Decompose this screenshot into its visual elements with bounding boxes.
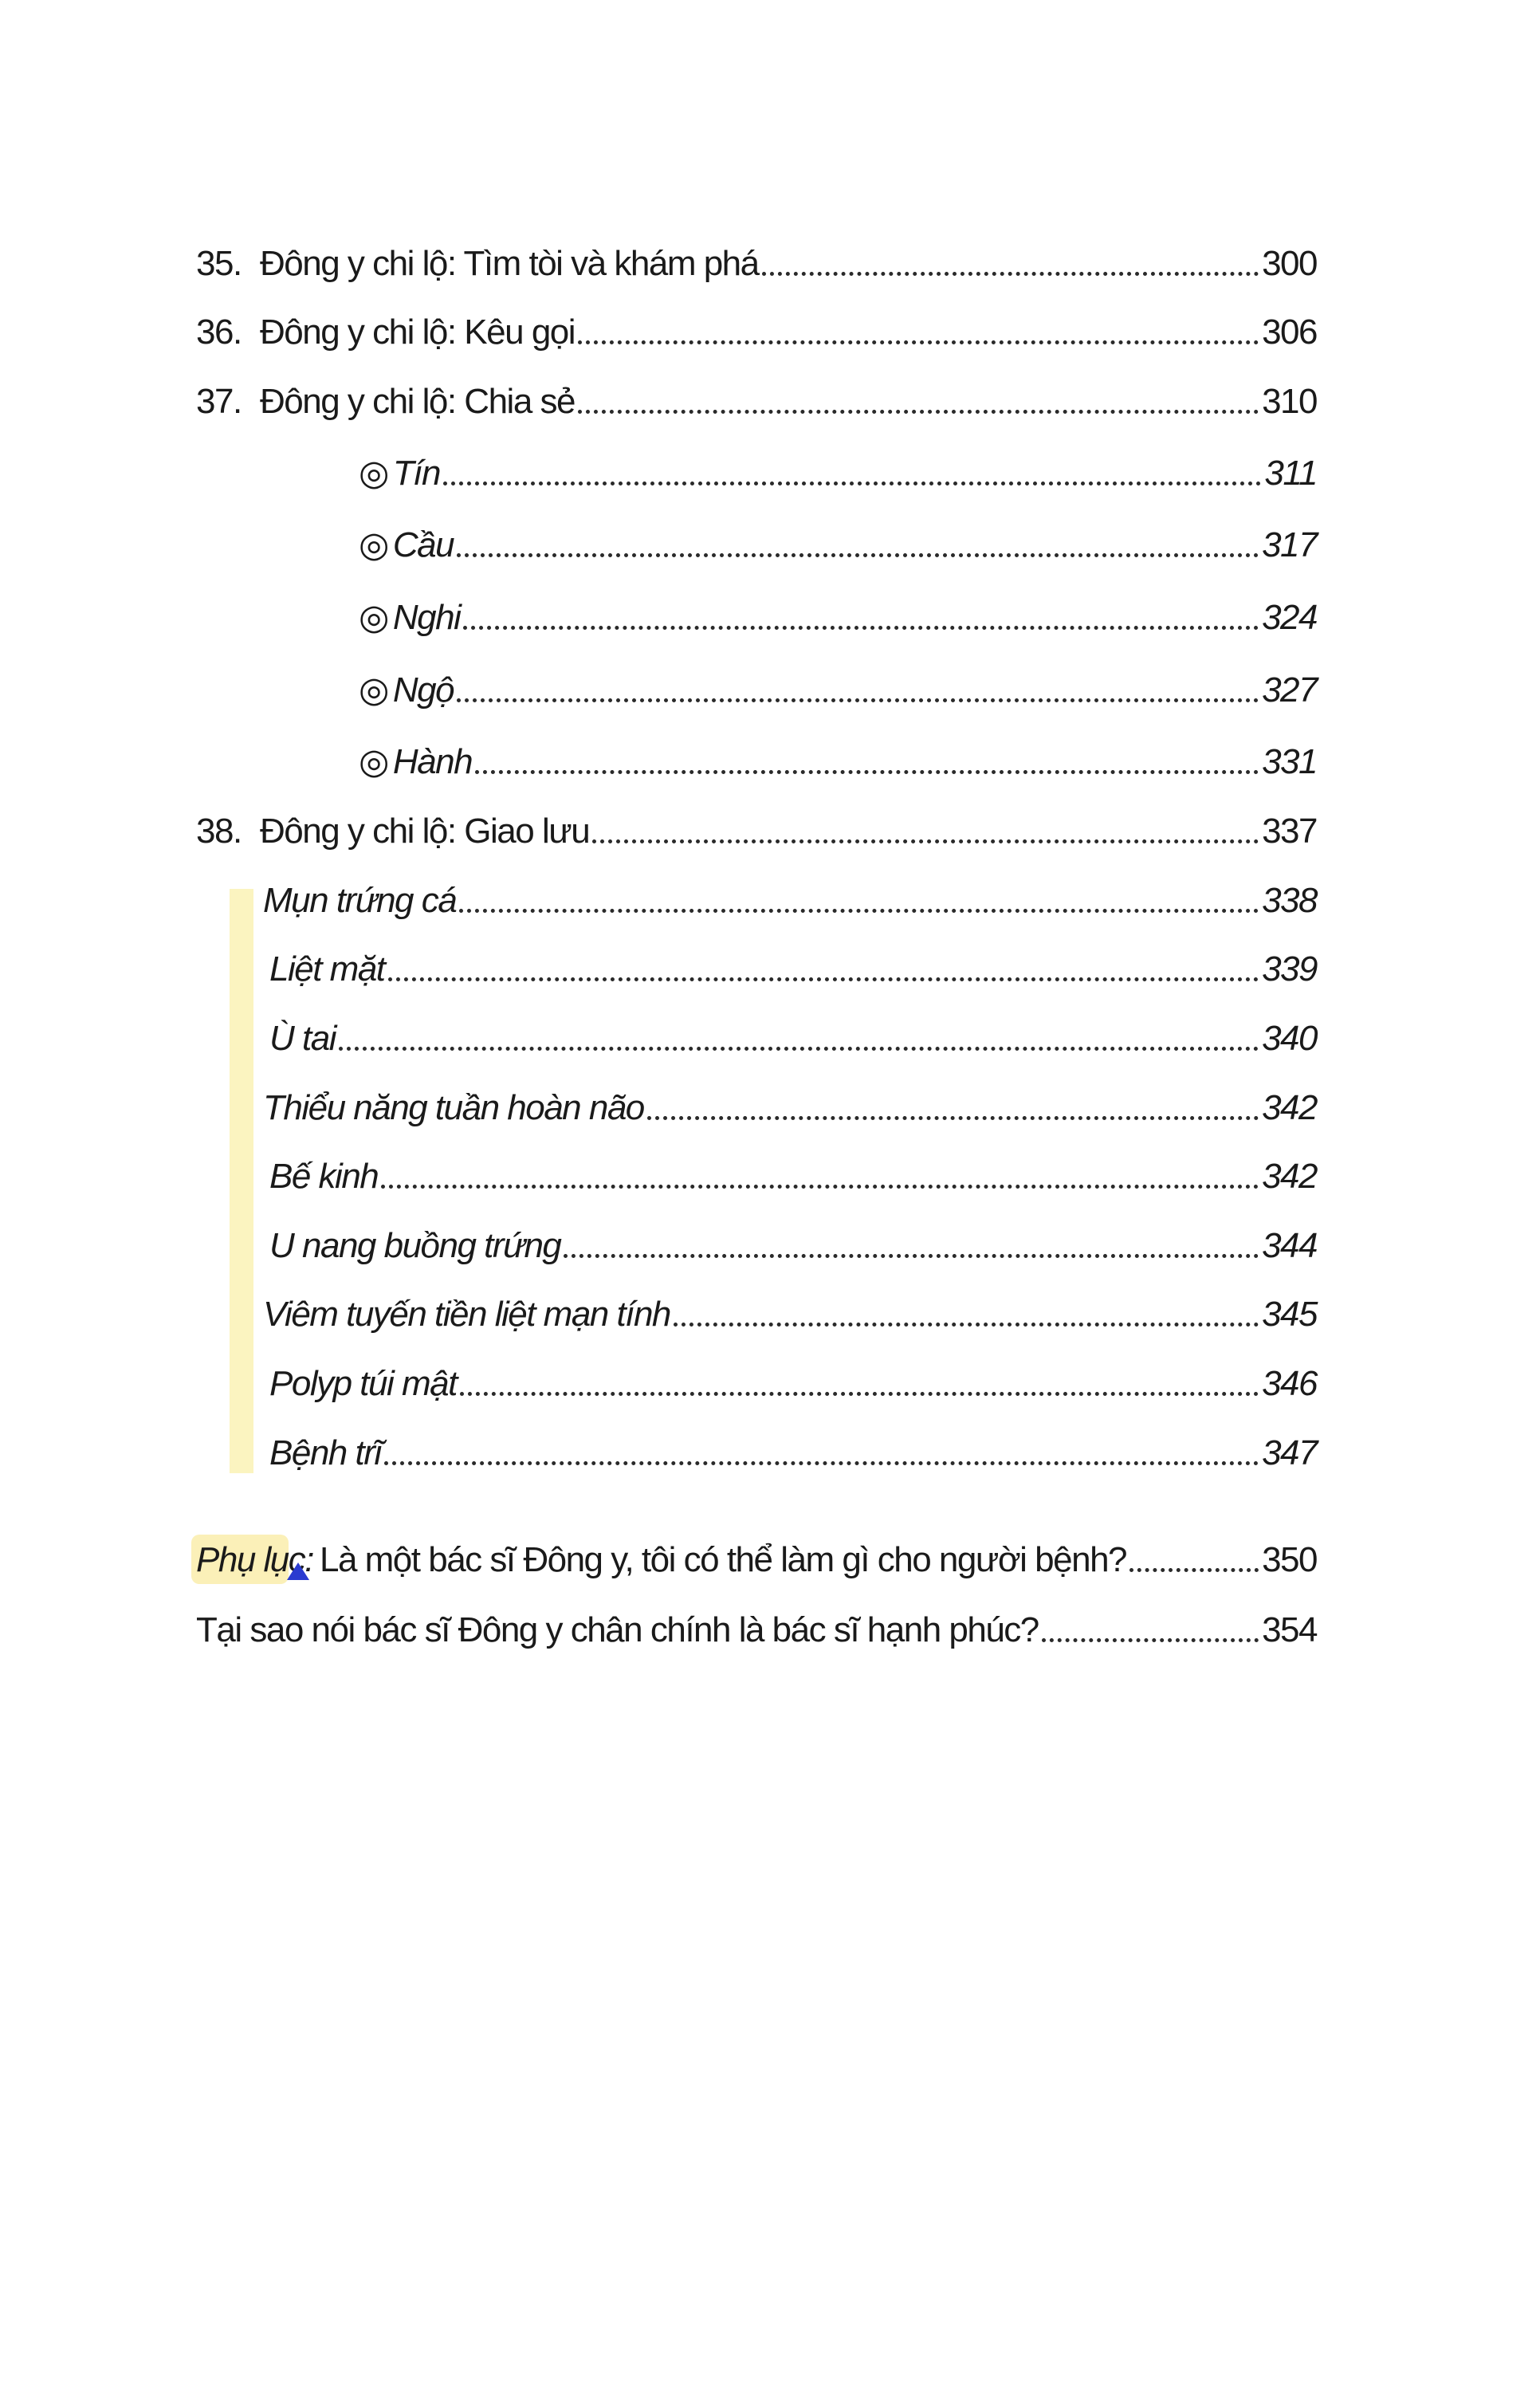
page-number: 300	[1262, 244, 1317, 283]
illness-title: Thiểu năng tuần hoàn não	[263, 1088, 644, 1127]
page-number: 324	[1262, 598, 1317, 637]
double-circle-icon: ◎	[359, 525, 388, 564]
page-number: 311	[1264, 454, 1317, 493]
toc-illness-entry[interactable]	[269, 1362, 1317, 1406]
leader-dots	[443, 482, 1261, 485]
toc-subsection-hanh[interactable]	[359, 740, 1317, 784]
leader-dots	[463, 626, 1259, 630]
chapter-number: 38.	[196, 812, 242, 851]
page-number: 317	[1262, 525, 1317, 564]
leader-dots	[475, 770, 1259, 774]
highlight-bar	[230, 889, 253, 1473]
chapter-number: 37.	[196, 382, 242, 421]
final-title: Tại sao nói bác sĩ Đông y chân chính là bác sĩ hạnh phúc?	[196, 1610, 1039, 1649]
chapter-title: Đông y chi lộ: Chia sẻ	[260, 382, 575, 421]
toc-subsection-tin[interactable]	[359, 451, 1317, 496]
page-number: 340	[1262, 1019, 1317, 1058]
subsection-title: Hành	[392, 742, 473, 781]
leader-dots	[762, 272, 1259, 276]
double-circle-icon: ◎	[359, 598, 388, 637]
leader-dots	[460, 1392, 1259, 1396]
double-circle-icon: ◎	[359, 670, 388, 710]
toc-illness-entry[interactable]	[269, 947, 1317, 992]
leader-dots	[578, 410, 1259, 414]
page-number: 338	[1262, 881, 1317, 920]
text-cursor-icon	[287, 1562, 309, 1580]
illness-title: Mụn trứng cá	[263, 881, 457, 920]
illness-title: Viêm tuyến tiền liệt mạn tính	[263, 1295, 670, 1334]
chapter-title: Đông y chi lộ: Tìm tòi và khám phá	[260, 244, 759, 283]
page-number: 342	[1262, 1088, 1317, 1127]
chapter-title: Đông y chi lộ: Giao lưu	[260, 812, 590, 851]
subsection-title: Tín	[392, 454, 440, 493]
page-number: 327	[1262, 670, 1317, 710]
leader-dots	[674, 1323, 1259, 1327]
subsection-title: Nghi	[392, 598, 461, 637]
subsection-title: Cầu	[392, 525, 454, 564]
leader-dots	[381, 1185, 1259, 1189]
toc-entry-36[interactable]	[196, 310, 1317, 355]
page-number: 342	[1262, 1157, 1317, 1196]
toc-illness-entry[interactable]	[269, 1016, 1317, 1061]
page-number: 350	[1262, 1540, 1317, 1579]
page-number: 347	[1262, 1433, 1317, 1472]
leader-dots	[457, 698, 1259, 702]
double-circle-icon: ◎	[359, 454, 388, 493]
subsection-title: Ngộ	[392, 670, 454, 710]
appendix-title: Là một bác sĩ Đông y, tôi có thể làm gì cho người bệnh?	[319, 1540, 1127, 1579]
leader-dots	[1129, 1568, 1259, 1572]
toc-subsection-nghi[interactable]	[359, 596, 1317, 640]
illness-title: Polyp túi mật	[269, 1364, 457, 1403]
toc-entry-37[interactable]	[196, 379, 1317, 424]
page-number: 306	[1262, 312, 1317, 352]
leader-dots	[647, 1116, 1259, 1120]
appendix-label: Phụ lục:	[196, 1540, 313, 1579]
leader-dots	[1042, 1638, 1259, 1642]
leader-dots	[457, 553, 1259, 557]
chapter-number: 35.	[196, 244, 242, 283]
toc-illness-entry[interactable]	[269, 1224, 1317, 1268]
page-number: 354	[1262, 1610, 1317, 1649]
toc-illness-entry[interactable]	[269, 1431, 1317, 1476]
leader-dots	[339, 1047, 1259, 1051]
leader-dots	[564, 1254, 1259, 1258]
toc-appendix-entry[interactable]	[196, 1538, 1317, 1582]
chapter-title: Đông y chi lộ: Kêu gọi	[260, 312, 576, 352]
toc-entry-35[interactable]	[196, 242, 1317, 286]
illness-title: Bế kinh	[269, 1157, 379, 1196]
toc-final-entry[interactable]	[196, 1608, 1317, 1653]
toc-illness-entry[interactable]	[269, 1154, 1317, 1199]
double-circle-icon: ◎	[359, 742, 388, 781]
leader-dots	[388, 977, 1259, 981]
toc-subsection-cau[interactable]	[359, 523, 1317, 568]
page-number: 310	[1262, 382, 1317, 421]
illness-title: Liệt mặt	[269, 949, 385, 989]
toc-illness-entry[interactable]	[263, 1292, 1317, 1337]
toc-illness-entry[interactable]	[263, 879, 1317, 923]
illness-title: U nang buồng trứng	[269, 1226, 561, 1265]
page-number: 339	[1262, 949, 1317, 989]
leader-dots	[592, 839, 1259, 843]
toc-illness-entry[interactable]	[263, 1086, 1317, 1130]
page-number: 331	[1262, 742, 1317, 781]
leader-dots	[384, 1461, 1259, 1465]
chapter-number: 36.	[196, 312, 242, 352]
toc-entry-38[interactable]	[196, 809, 1317, 854]
illness-title: Ù tai	[269, 1019, 336, 1058]
page-number: 337	[1262, 812, 1317, 851]
leader-dots	[578, 340, 1259, 344]
toc-subsection-ngo[interactable]	[359, 668, 1317, 713]
page-number: 344	[1262, 1226, 1317, 1265]
leader-dots	[459, 909, 1259, 913]
page-number: 346	[1262, 1364, 1317, 1403]
illness-title: Bệnh trĩ	[269, 1433, 381, 1472]
page-number: 345	[1262, 1295, 1317, 1334]
